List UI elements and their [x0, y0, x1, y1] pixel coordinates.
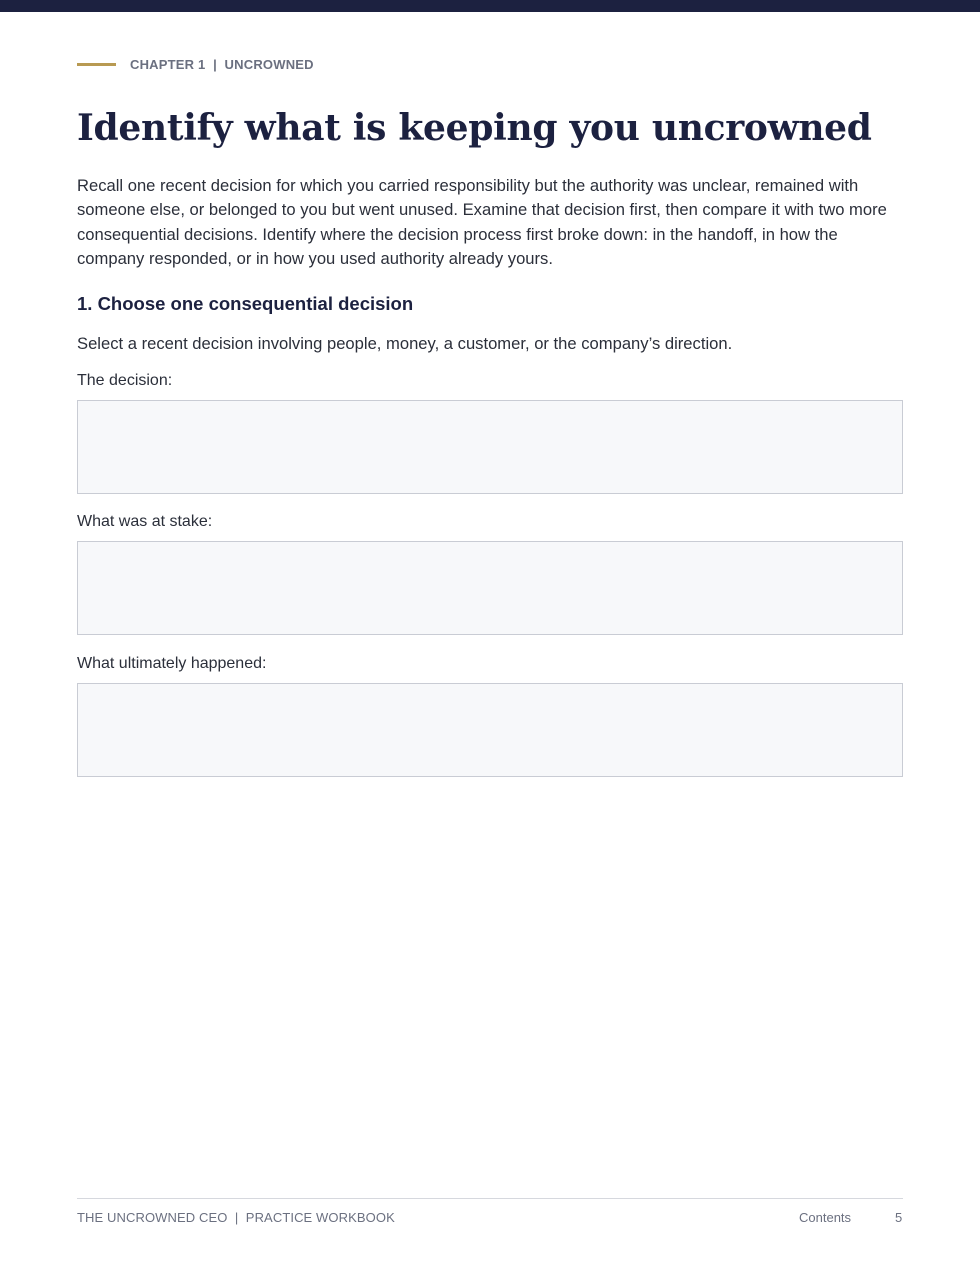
chapter-kicker — [77, 57, 314, 72]
top-color-bar — [0, 0, 980, 12]
outcome-field[interactable] — [77, 683, 903, 777]
intro-paragraph: Recall one recent decision for which you carried responsibility but the authority was unclear, remained with someone else, or belonged to you but went unused. Examine that decision first, then compare it with two more consequential decisions. Identify where the decision process first broke down: in the handoff, in how the company responded, or in how you used authority already yours. — [77, 176, 887, 268]
footer-page-number: 5 — [895, 1210, 903, 1225]
decision-field[interactable] — [77, 400, 903, 494]
footer-divider — [77, 1198, 903, 1199]
kicker-accent-rule — [77, 63, 116, 66]
outcome-field-label: What ultimately happened: — [77, 655, 267, 672]
footer-contents-link[interactable]: Contents — [799, 1210, 852, 1225]
section-heading: 1. Choose one consequential decision — [77, 293, 414, 314]
footer-book-title: THE UNCROWNED CEO | PRACTICE WORKBOOK — [77, 1210, 395, 1225]
stake-field-label: What was at stake: — [77, 513, 213, 530]
kicker-text: CHAPTER 1 | UNCROWNED — [130, 57, 314, 72]
section-description: Select a recent decision involving people, money, a customer, or the company’s direction. — [77, 334, 733, 353]
page-title: Identify what is keeping you uncrowned — [77, 107, 872, 149]
decision-field-label: The decision: — [77, 372, 173, 389]
stake-field[interactable] — [77, 541, 903, 635]
